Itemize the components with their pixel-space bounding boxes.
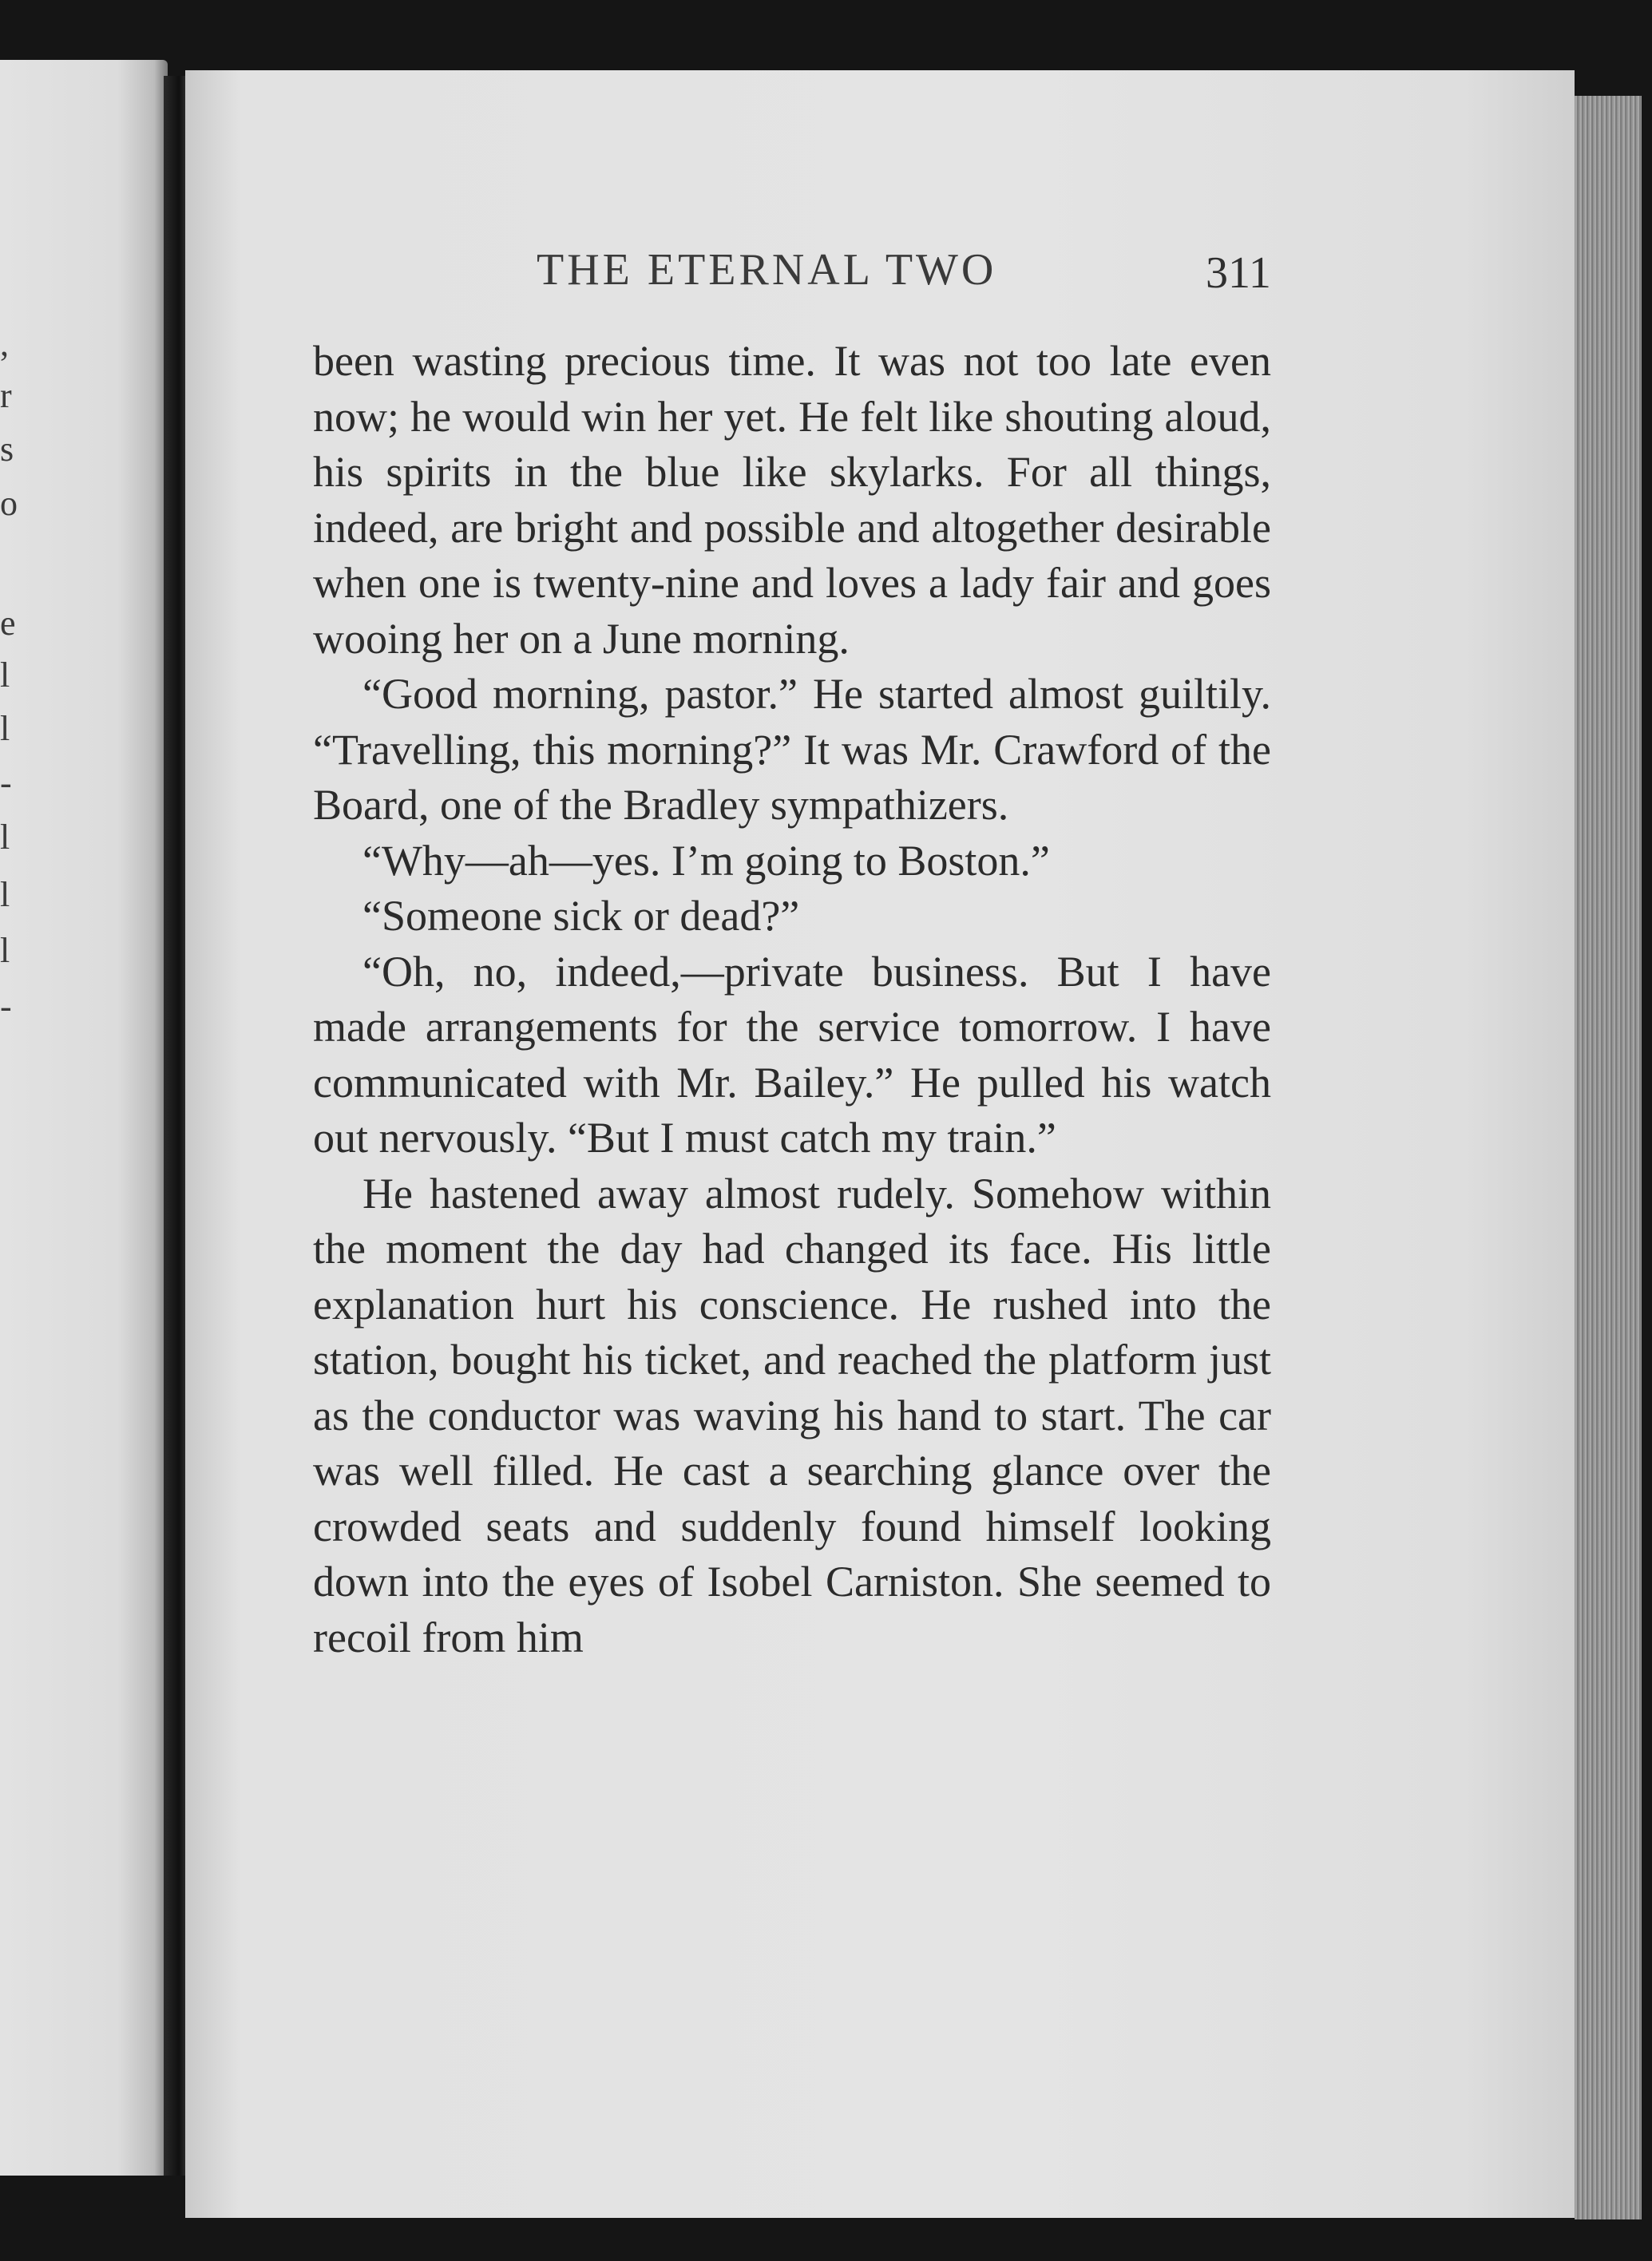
page-content <box>185 70 1575 2218</box>
left-page-margin-fragments <box>0 60 32 2176</box>
margin-fragment: - <box>0 763 12 802</box>
margin-fragment: l <box>0 931 10 970</box>
paragraph: He hastened away almost rudely. Somehow within the moment the day had changed its face. His little explanation hurt his conscience. He rushed into the station, bought his ticket, and reached the platform just as the conductor was waving his hand to start. The car was well filled. He cast a searching glance over the crowded seats and suddenly found himself looking down into the eyes of Isobel Carniston. She seemed to recoil from him <box>313 1169 1271 1661</box>
margin-fragment: l <box>0 655 10 695</box>
margin-fragment: o <box>0 484 18 523</box>
paragraph: “Why—ah—yes. I’m going to Boston.” <box>362 836 1050 885</box>
margin-fragment: l <box>0 709 10 748</box>
left-facing-page <box>0 60 168 2176</box>
paragraph: “Someone sick or dead?” <box>362 892 800 940</box>
right-page <box>185 70 1575 2218</box>
margin-fragment: s <box>0 430 14 469</box>
running-head-title: THE ETERNAL TWO <box>537 245 997 295</box>
margin-fragment: - <box>0 987 12 1026</box>
margin-fragment: l <box>0 818 10 857</box>
body-text <box>313 334 1271 1665</box>
paragraph: “Good morning, pastor.” He started almost guiltily. “Travelling, this morning?” It was Mr. Crawford of the Board, one of the Bradley sympathizers. <box>313 670 1271 829</box>
page-number: 311 <box>1206 248 1271 298</box>
margin-fragment: l <box>0 875 10 914</box>
margin-fragment: , <box>0 324 9 363</box>
paragraph: “Oh, no, indeed,—private business. But I have made arrangements for the service tomorrow. I have communicated with Mr. Bailey.” He pulled his watch out nervously. “But I must catch my train.” <box>313 947 1271 1162</box>
paragraph: been wasting precious time. It was not too late even now; he would win her yet. He felt like shouting aloud, his spirits in the blue like skylarks. For all things, indeed, are bright and possible and altogether desirable when one is twenty-nine and loves a lady fair and goes wooing her on a June morning. <box>313 337 1271 663</box>
margin-fragment: e <box>0 604 16 643</box>
page-edges <box>1575 96 1642 2219</box>
margin-fragment: r <box>0 376 12 415</box>
